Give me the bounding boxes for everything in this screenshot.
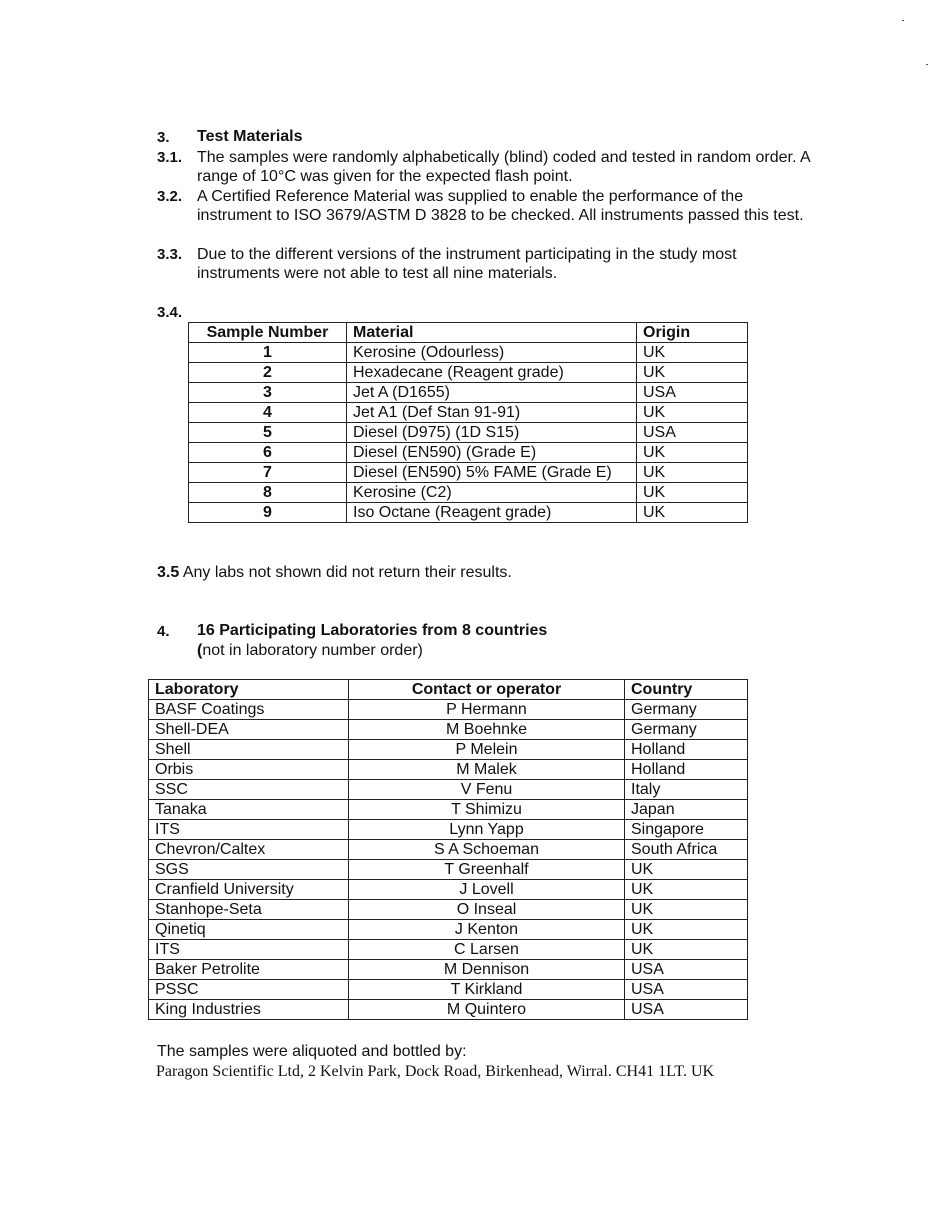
table-row (149, 920, 748, 940)
country-cell: UK (625, 880, 748, 900)
laboratory-cell: Qinetiq (149, 920, 349, 940)
origin-cell: UK (637, 403, 748, 423)
subtitle-text: not in laboratory number order) (202, 642, 423, 659)
laboratory-cell: Chevron/Caltex (149, 840, 349, 860)
origin-cell: UK (637, 363, 748, 383)
origin-cell: USA (637, 383, 748, 403)
table-row (149, 900, 748, 920)
laboratory-cell: Orbis (149, 760, 349, 780)
origin-cell: UK (637, 443, 748, 463)
table-row (149, 820, 748, 840)
origin-cell: UK (637, 503, 748, 523)
item-3-2-number: 3.2. (157, 188, 183, 205)
laboratory-cell: SSC (149, 780, 349, 800)
contact-cell: P Hermann (349, 700, 625, 720)
material-cell: Kerosine (Odourless) (347, 343, 637, 363)
contact-cell: J Kenton (349, 920, 625, 940)
contact-cell: T Greenhalf (349, 860, 625, 880)
laboratory-cell: Tanaka (149, 800, 349, 820)
bottled-by-label: The samples were aliquoted and bottled by: (157, 1043, 467, 1060)
table-row (149, 700, 748, 720)
contact-cell: S A Schoeman (349, 840, 625, 860)
section-4-subtitle (197, 642, 423, 660)
item-3-3-text: Due to the different versions of the instrument participating in the study most instruments were not able to test all nine materials. (197, 246, 737, 282)
country-cell: South Africa (625, 840, 748, 860)
sample-number-cell: 4 (189, 403, 347, 423)
sample-number-cell: 8 (189, 483, 347, 503)
country-cell: Holland (625, 760, 748, 780)
table-row (189, 443, 748, 463)
table-row (189, 363, 748, 383)
laboratory-cell: Cranfield University (149, 880, 349, 900)
laboratory-cell: Shell-DEA (149, 720, 349, 740)
material-cell: Kerosine (C2) (347, 483, 637, 503)
samples-table (188, 322, 748, 523)
table-row (149, 960, 748, 980)
sample-number-cell: 2 (189, 363, 347, 383)
contact-cell: M Malek (349, 760, 625, 780)
samples-table-header-row (189, 323, 748, 343)
contact-cell: O Inseal (349, 900, 625, 920)
contact-cell: T Kirkland (349, 980, 625, 1000)
laboratory-cell: Stanhope-Seta (149, 900, 349, 920)
labs-table (148, 679, 748, 1020)
table-row (189, 343, 748, 363)
labs-table-header-row (149, 680, 748, 700)
table-row (189, 463, 748, 483)
sample-number-cell: 1 (189, 343, 347, 363)
contact-cell: Lynn Yapp (349, 820, 625, 840)
origin-cell: UK (637, 463, 748, 483)
sample-number-cell: 3 (189, 383, 347, 403)
country-cell: Italy (625, 780, 748, 800)
country-cell: USA (625, 1000, 748, 1020)
contact-cell: M Dennison (349, 960, 625, 980)
table-row (149, 980, 748, 1000)
item-3-5-text: Any labs not shown did not return their results. (179, 564, 512, 581)
table-row (149, 760, 748, 780)
item-3-1-number: 3.1. (157, 149, 183, 166)
laboratory-cell: SGS (149, 860, 349, 880)
contact-cell: T Shimizu (349, 800, 625, 820)
contact-cell: M Boehnke (349, 720, 625, 740)
table-row (149, 740, 748, 760)
country-cell: UK (625, 900, 748, 920)
table-row (189, 483, 748, 503)
item-3-1-text: The samples were randomly alphabetically (blind) coded and tested in random order. A range of 10°C was given for the expected flash point. (197, 149, 810, 185)
table-row (149, 880, 748, 900)
table-row (149, 720, 748, 740)
section-3-number: 3. (157, 129, 170, 146)
section-3-title: Test Materials (197, 128, 303, 145)
country-cell: UK (625, 940, 748, 960)
laboratory-cell: PSSC (149, 980, 349, 1000)
material-cell: Hexadecane (Reagent grade) (347, 363, 637, 383)
scan-speck (902, 20, 904, 21)
table-row (189, 423, 748, 443)
material-cell: Jet A (D1655) (347, 383, 637, 403)
table-row (149, 860, 748, 880)
table-row (149, 780, 748, 800)
supplier-address: Paragon Scientific Ltd, 2 Kelvin Park, Dock Road, Birkenhead, Wirral. CH41 1LT. UK (156, 1063, 715, 1080)
contact-cell: V Fenu (349, 780, 625, 800)
material-cell: Diesel (EN590) (Grade E) (347, 443, 637, 463)
contact-cell: P Melein (349, 740, 625, 760)
scan-speck (926, 64, 928, 65)
laboratory-cell: King Industries (149, 1000, 349, 1020)
origin-cell: USA (637, 423, 748, 443)
material-cell: Diesel (EN590) 5% FAME (Grade E) (347, 463, 637, 483)
table-row (189, 503, 748, 523)
table-row (189, 383, 748, 403)
column-header: Country (625, 680, 748, 700)
subtitle-open-paren: ( (197, 642, 203, 659)
section-4-title: 16 Participating Laboratories from 8 countries (197, 622, 548, 639)
contact-cell: C Larsen (349, 940, 625, 960)
sample-number-cell: 7 (189, 463, 347, 483)
table-row (149, 840, 748, 860)
section-4-number: 4. (157, 623, 170, 640)
laboratory-cell: Baker Petrolite (149, 960, 349, 980)
origin-cell: UK (637, 483, 748, 503)
item-3-4-number: 3.4. (157, 304, 183, 321)
country-cell: Holland (625, 740, 748, 760)
material-cell: Diesel (D975) (1D S15) (347, 423, 637, 443)
country-cell: UK (625, 920, 748, 940)
item-3-5 (157, 564, 512, 582)
laboratory-cell: Shell (149, 740, 349, 760)
column-header: Laboratory (149, 680, 349, 700)
material-cell: Iso Octane (Reagent grade) (347, 503, 637, 523)
contact-cell: J Lovell (349, 880, 625, 900)
country-cell: Singapore (625, 820, 748, 840)
table-row (149, 940, 748, 960)
laboratory-cell: ITS (149, 940, 349, 960)
country-cell: UK (625, 860, 748, 880)
laboratory-cell: BASF Coatings (149, 700, 349, 720)
country-cell: Germany (625, 720, 748, 740)
country-cell: USA (625, 980, 748, 1000)
origin-cell: UK (637, 343, 748, 363)
column-header: Origin (637, 323, 748, 343)
contact-cell: M Quintero (349, 1000, 625, 1020)
country-cell: Germany (625, 700, 748, 720)
sample-number-cell: 6 (189, 443, 347, 463)
country-cell: Japan (625, 800, 748, 820)
item-3-5-number: 3.5 (157, 564, 180, 581)
column-header: Sample Number (189, 323, 347, 343)
sample-number-cell: 5 (189, 423, 347, 443)
table-row (149, 1000, 748, 1020)
column-header: Contact or operator (349, 680, 625, 700)
table-row (149, 800, 748, 820)
item-3-2-text: A Certified Reference Material was supplied to enable the performance of the instrument to ISO 3679/ASTM D 3828 to be checked. All instruments passed this test. (197, 188, 804, 224)
material-cell: Jet A1 (Def Stan 91-91) (347, 403, 637, 423)
laboratory-cell: ITS (149, 820, 349, 840)
table-row (189, 403, 748, 423)
column-header: Material (347, 323, 637, 343)
country-cell: USA (625, 960, 748, 980)
item-3-3-number: 3.3. (157, 246, 183, 263)
sample-number-cell: 9 (189, 503, 347, 523)
